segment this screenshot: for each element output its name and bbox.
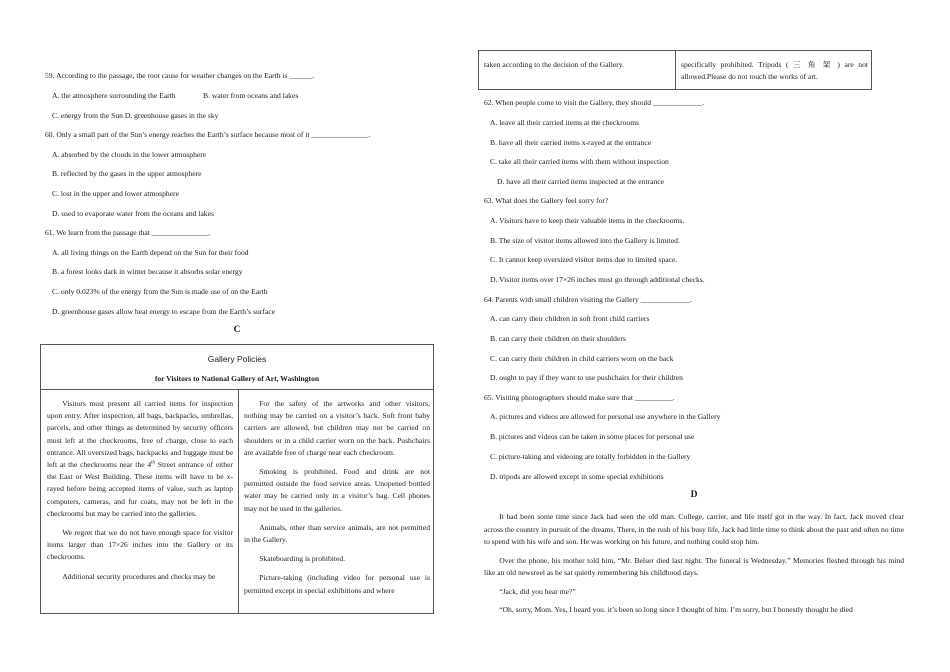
passage-d [484,511,904,623]
q60-stem: 60. Only a small part of the Sun’s energy reaches the Earth’s surface because most of it _______________. [45,130,371,139]
gallery-left-column [47,398,233,590]
q59-option-b[interactable]: B. water from oceans and lakes [203,91,299,100]
passage-d-paragraph-3: “Jack, did you hear me?” [499,586,576,596]
section-c-heading: C [233,325,241,335]
passage-d-paragraph-2: Over the phone, his mother told him, “Mr. Belser died last night. The funeral is Wednesday.” Memories fleshed through his mind like an old newsreel as he sat quietly remembering his childhood days. [484,555,904,577]
q60-option-d[interactable]: D. used to evaporate water from the oceans and lakes [52,209,214,218]
q63-option-b[interactable]: B. The size of visitor items allowed into the Gallery is limited. [490,236,680,245]
q59-option-cd[interactable]: C. energy from the Sun D. greenhouse gases in the sky [52,111,219,120]
gallery-subtitle: for Visitors to National Gallery of Art, Washington [154,374,320,383]
gallery-left-paragraph-2: We regret that we do not have enough space for visitor items larger than 17×26 inches into the Gallery or its checkrooms. [47,528,233,562]
gallery-right-paragraph-3: Animals, other than service animals, are not permitted in the Gallery. [244,522,430,545]
gallery-right-paragraph-1: For the safety of the artworks and other visitors, nothing may be carried on a visitor’s back. Soft front baby carriers are allowed, but children may not be carried on shoulders or in a child carrier worn on the back. Pushchairs are available free of charge near each checkroom. [244,399,430,457]
q62-stem: 62. When people come to visit the Gallery, they should _____________. [484,98,705,107]
gallery-left-paragraph-1: Visitors must present all carried items for inspection upon entry. After inspection, all bags, backpacks, umbrellas, parcels, and other things as determined by security officers must left at the checkrooms, free of charge, close to each entrance. All oversized bags, backpacks and luggage must be left at the checkrooms near the 4th Street entrance of either the East or West Building. These items will have to be x-rayed before being accepted items of value, such as laptop computers, cameras, and fur coats, may not be left in the checkrooms but may be carried into the galleries. [47,399,233,518]
passage-d-paragraph-4: “Oh, sorry, Mom. Yes, I heard you. it’s been so long since I thought of him. I’m sorry, but I honestly thought he died [499,605,853,614]
passage-d-paragraph-1: It had been some time since Jack had seen the old man. College, carrier, and life itself got in the way. In fact, Jack moved clear across the country in pursuit of the dreams. There, in the rush of his busy life, Jack had little time to think about the past and often no time to spend with his wife and son. He was working on his future, and nothing could stop him. [484,512,904,546]
q62-option-d[interactable]: D. have all their carried items inspected at the entrance [497,177,664,186]
q64-option-c[interactable]: C. can carry their children in child carriers worn on the back [490,354,674,363]
gallery-right-column [244,398,430,604]
q65-stem: 65. Visiting photographers should make sure that __________. [484,393,675,402]
q63-option-a[interactable]: A. Visitors have to keep their valuable items in the checkrooms. [490,216,685,225]
q64-option-d[interactable]: D. ought to pay if they want to use pushchairs for their children [490,373,683,382]
section-d-heading: D [690,490,698,500]
q62-option-b[interactable]: B. have all their carried items x-rayed at the entrance [490,138,652,147]
gallery-title: Gallery Policies [207,354,267,364]
gallery-policies-table [40,344,434,614]
q63-option-d[interactable]: D. Visitor items over 17×26 inches must go through additional checks. [490,275,705,284]
q62-option-c[interactable]: C. take all their carried items with them without inspection [490,157,669,166]
gallery-right-paragraph-4: Skateboarding is prohibited. [259,554,346,564]
q65-option-a[interactable]: A. pictures and videos are allowed for personal use anywhere in the Gallery [490,412,721,421]
q61-option-b[interactable]: B. a forest looks dark in winter because it absorbs solar energy [52,267,243,276]
q61-option-c[interactable]: C. only 0.023% of the energy from the Sun is made use of on the Earth [52,287,268,296]
q61-option-a[interactable]: A. all living things on the Earth depend on the Sun for their food [52,248,249,257]
q60-option-a[interactable]: A. absorbed by the clouds in the lower atmosphere [52,150,207,159]
gallery-left-paragraph-3: Additional security procedures and checks may be [62,571,216,581]
q62-option-a[interactable]: A. leave all their carried items at the checkrooms [490,118,640,127]
q63-stem: 63. What does the Gallery feel sorry for? [484,196,609,205]
q65-option-b[interactable]: B. pictures and videos can be taken in some places for personal use [490,432,695,441]
q64-stem: 64. Parents with small children visiting the Gallery _____________. [484,295,692,304]
table-continued-left-cell: taken according to the decision of the Gallery. [484,60,624,69]
q63-option-c[interactable]: C. It cannot keep oversized visitor items due to limited space. [490,255,678,264]
table-continued-divider [675,51,676,89]
table-continued-right-cell: specifically prohibited. Tripods ( 三 角 架 ) are not allowed.Please do not touch the works of art. [681,60,868,81]
gallery-right-paragraph-2: Smoking is prohibited. Food and drink are not permitted outside the food service areas. Unopened bottled water may be carried only in a visitor’s bag. Cell phones may not be used in the galleries. [244,467,430,513]
q60-option-b[interactable]: B. reflected by the gases in the upper atmosphere [52,169,202,178]
gallery-divider [41,389,433,390]
q61-option-d[interactable]: D. greenhouse gases allow heat energy to escape from the Earth’s surface [52,307,275,316]
gallery-right-paragraph-5: Picture-taking (including video for personal use is permitted except in special exhibitions and where [244,573,430,595]
gallery-column-divider [238,389,239,613]
q59-stem: 59. According to the passage, the root cause for weather changes on the Earth is ______. [45,71,315,80]
q61-stem: 61. We learn from the passage that _______________. [45,228,211,237]
q65-option-c[interactable]: C. picture-taking and videoing are totally forbidden in the Gallery [490,452,691,461]
q60-option-c[interactable]: C. lost in the upper and lower atmosphere [52,189,179,198]
q59-option-a[interactable]: A. the atmosphere surrounding the Earth [52,91,176,100]
q64-option-b[interactable]: B. can carry their children on their shoulders [490,334,626,343]
q64-option-a[interactable]: A. can carry their children in soft front child carriers [490,314,650,323]
gallery-table-continued [478,50,872,90]
q65-option-d[interactable]: D. tripods are allowed except in some special exhibitions [490,472,664,481]
